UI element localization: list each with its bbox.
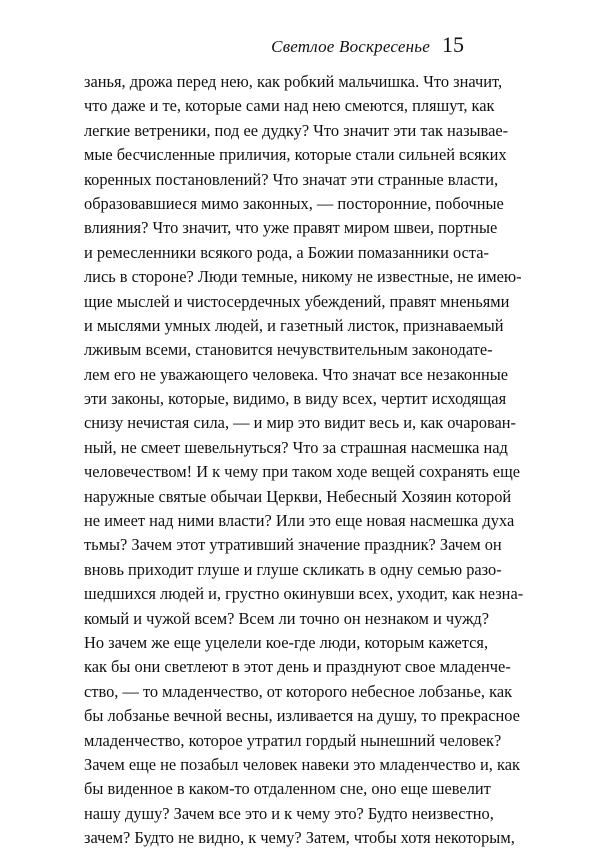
text-line: коренных постановлений? Что значат эти странные власти, [84,169,499,189]
body-text [84,70,524,851]
text-line: снизу нечистая сила, — и мир это видит весь и, как очарован- [84,413,516,433]
running-title: Светлое Воскресенье [271,37,430,56]
text-line: лем его не уважающего человека. Что значат все незаконные [84,364,509,384]
text-line: влияния? Что значит, что уже правят миром швеи, портные [84,218,498,238]
text-line: нашу душу? Зачем все это и к чему это? Будто неизвестно, [84,803,494,823]
text-line: наружные святые обычаи Церкви, Небесный Хозяин которой [84,486,512,506]
text-line: как бы они светлеют в этот день и празднуют свое младенче- [84,657,511,677]
text-line: бы лобзанье вечной весны, изливается на душу, то прекрасное [84,706,520,726]
text-line: и ремесленники всякого рода, а Божии помазанники оста- [84,242,489,262]
text-line: Зачем еще не позабыл человек навеки это младенчество и, как [84,754,520,774]
text-line: ный, не смеет шевельнуться? Что за страшная насмешка над [84,437,508,457]
text-line: образовавшиеся мимо законных, — посторонние, побочные [84,193,504,213]
text-line: Но зачем же еще уцелели кое-где люди, которым кажется, [84,632,489,652]
page-number: 15 [442,32,464,57]
text-line: занья, дрожа перед нею, как робкий мальчишка. Что значит, [84,72,503,91]
text-line: что даже и те, которые сами над нею смеются, пляшут, как [84,96,495,116]
text-line: зачем? Будто не видно, к чему? Затем, чтобы хотя некоторым, [84,828,515,848]
text-line: шедшихся людей и, грустно окинувши всех, уходит, как незна- [84,584,524,604]
text-line: эти законы, которые, видимо, в виду всех, чертит исходящая [84,389,507,409]
text-line: не имеет над ними власти? Или это еще новая насмешка духа [84,511,515,531]
text-line: и мыслями умных людей, и газетный листок, признаваемый [84,315,504,335]
text-line: ство, — то младенчество, от которого небесное лобзанье, как [84,681,513,701]
text-line: лись в стороне? Люди темные, никому не известные, не имею- [84,267,522,287]
text-line: лживым всеми, становится нечувствительным законодате- [84,340,493,360]
text-line: младенчество, которое утратил гордый нынешний человек? [84,730,502,750]
text-line: легкие ветреники, под ее дудку? Что значит эти так называе- [84,120,509,140]
running-head [271,34,464,57]
text-line: человечеством! И к чему при таком ходе вещей сохранять еще [84,462,520,482]
text-line: вновь приходит глуше и глуше скликать в одну семью разо- [84,559,502,579]
text-line: комый и чужой всем? Всем ли точно он незнаком и чужд? [84,608,490,628]
text-line: мые бесчисленные приличия, которые стали сильней всяких [84,145,507,165]
text-line: бы виденное в каком-то отдаленном сне, оно еще шевелит [84,779,491,799]
text-line: тьмы? Зачем этот утративший значение праздник? Зачем он [84,535,502,555]
text-line: щие мыслей и чистосердечных убеждений, правят мненьями [84,291,510,311]
